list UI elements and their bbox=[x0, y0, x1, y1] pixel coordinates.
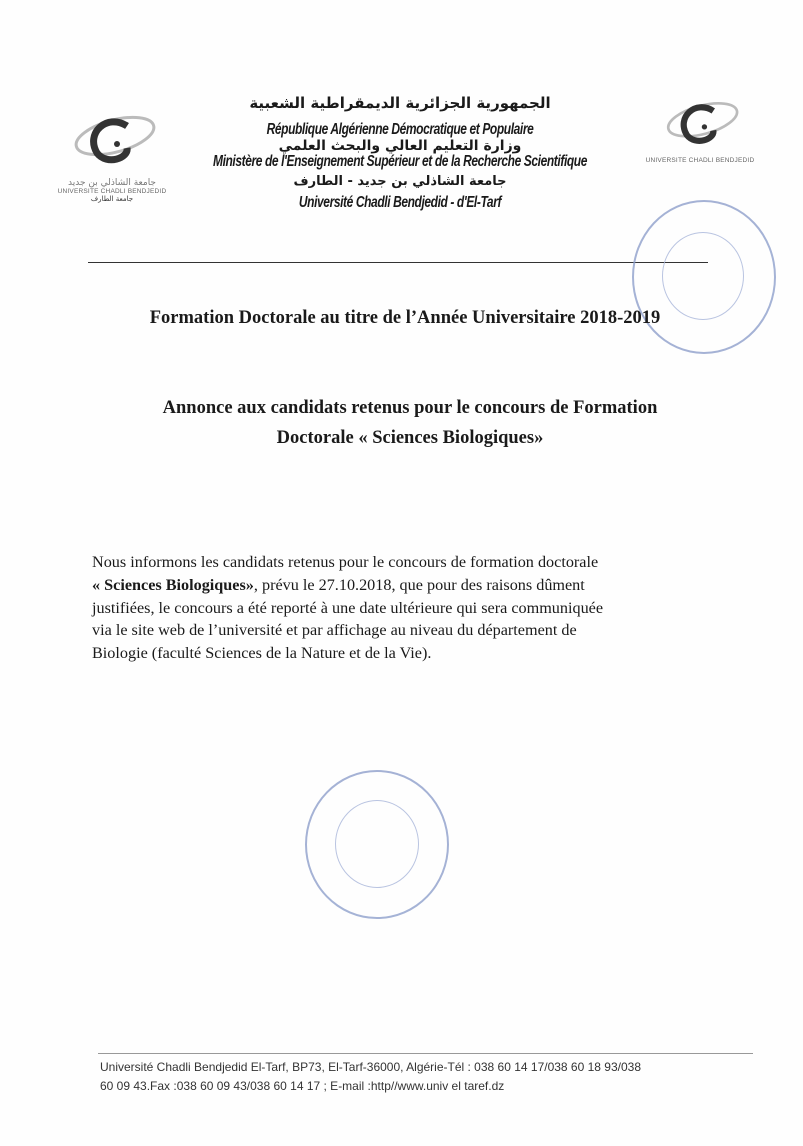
footer-contact: Université Chadli Bendjedid El-Tarf, BP73, El-Tarf-36000, Algérie-Tél : 038 60 14 17/038 60 18 93/038 60 09 43.Fax :038 60 09 43/038 60 14 17 ; E-mail :http//www.univ el taref.dz bbox=[100, 1060, 641, 1093]
document-title: Formation Doctorale au titre de l’Année Universitaire 2018-2019 bbox=[149, 308, 661, 328]
announcement-body: Nous informons les candidats retenus pour le concours de formation doctorale « Sciences Biologiques», prévu le 27.10.2018, que pour des raisons dûment justifiées, le concours a été reporté à une date ultérieure qui sera communiquée via le site web de l’université et par affichage au niveau du département de Biologie (faculté Sciences de la Nature et de la Vie). bbox=[92, 553, 604, 663]
letterhead bbox=[190, 94, 610, 212]
official-stamp-top bbox=[632, 200, 776, 354]
university-logo-left: جامعة الشاذلي بن جديد UNIVERSITE CHADLI BENDJEDID جامعة الطارف bbox=[52, 108, 172, 203]
header-arabic-republic: الجمهورية الجزائرية الديمقراطية الشعبية bbox=[249, 94, 551, 112]
header-arabic-university: جامعة الشاذلي بن جديد - الطارف bbox=[293, 174, 507, 189]
official-stamp-bottom bbox=[305, 770, 449, 919]
logo-emblem-icon bbox=[660, 95, 740, 157]
footer-divider bbox=[98, 1053, 753, 1054]
university-logo-right: UNIVERSITE CHADLI BENDJEDID bbox=[640, 95, 760, 164]
header-french-university: Université Chadli Bendjedid - d'El-Tarf bbox=[298, 192, 502, 212]
header-french-republic: République Algérienne Démocratique et Populaire bbox=[266, 119, 534, 139]
header-french-ministry: Ministère de l'Enseignement Supérieur et de la Recherche Scientifique bbox=[212, 151, 588, 171]
header-divider bbox=[88, 262, 708, 263]
announcement-heading: Annonce aux candidats retenus pour le concours de Formation Doctorale « Sciences Biologiques» bbox=[162, 398, 658, 448]
header-arabic-ministry: وزارة التعليم العالي والبحث العلمي bbox=[278, 138, 522, 154]
logo-emblem-icon bbox=[67, 108, 157, 178]
